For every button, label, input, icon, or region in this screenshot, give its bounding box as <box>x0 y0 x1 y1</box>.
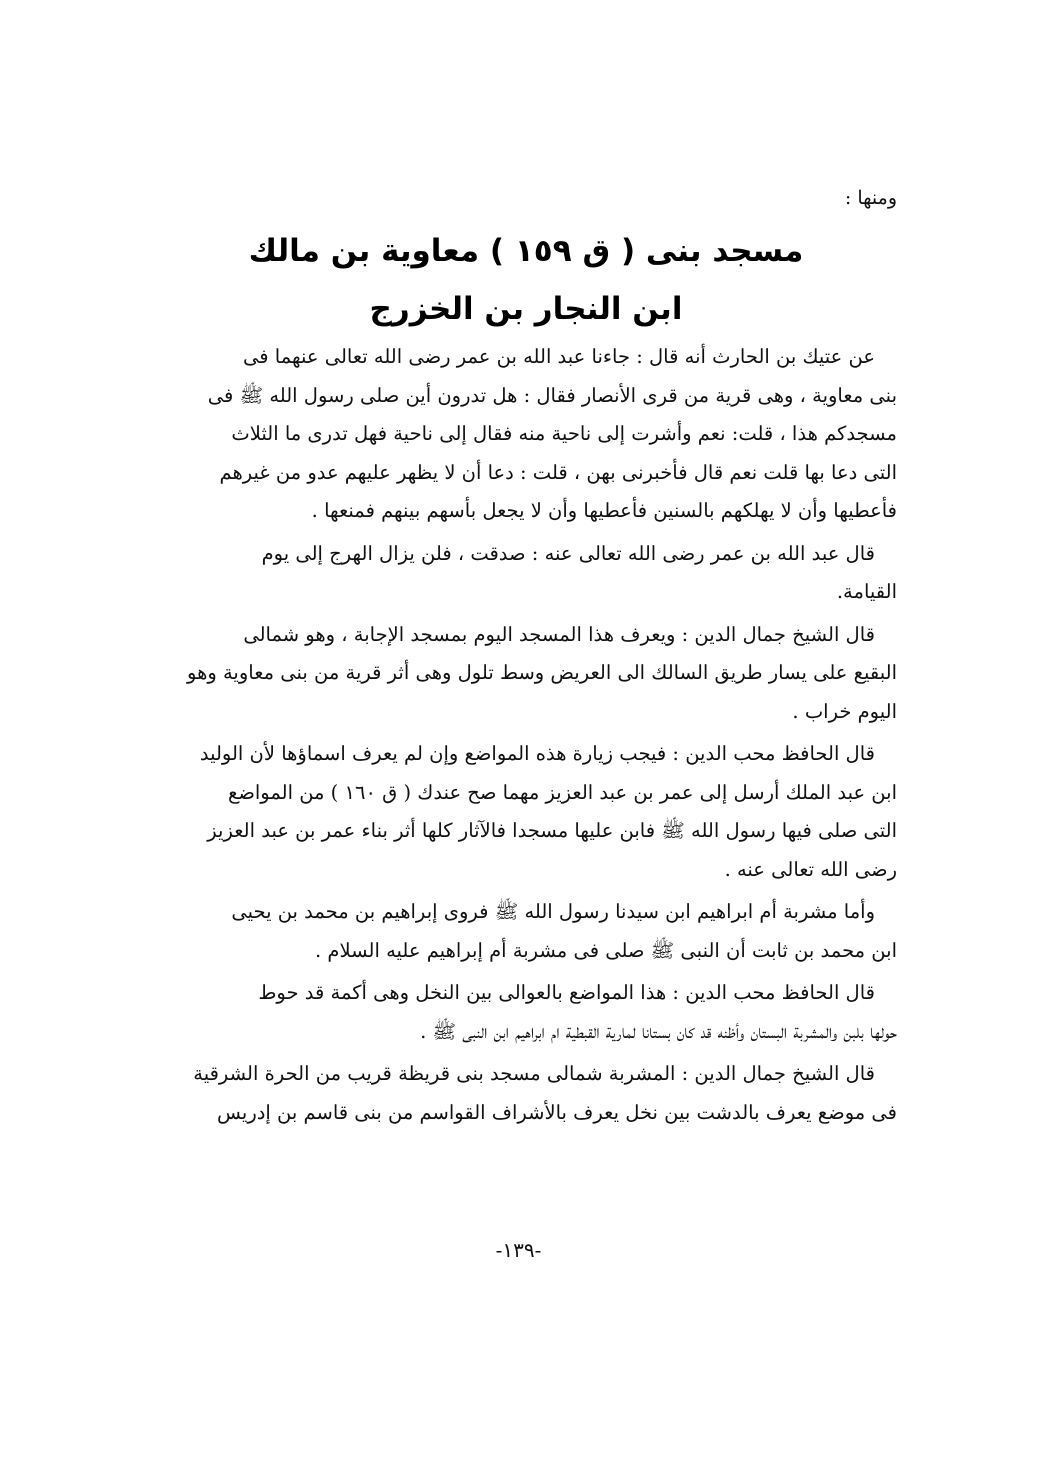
paragraph-line: وأما مشربة أم ابراهيم ابن سيدنا رسول الله ﷺ فروى إبراهيم بن محمد بن يحيى <box>231 900 875 923</box>
paragraph <box>155 735 897 889</box>
paragraph-line: حولها بلبن والمشربة البستان وأظنه قد كان بستانا لمارية القبطية ام ابراهيم ابن النبى ﷺ . <box>420 1019 897 1043</box>
body-paragraphs <box>155 338 897 1132</box>
chapter-heading-line-2: ابن النجار بن الخزرج <box>369 291 683 327</box>
paragraph <box>155 893 897 970</box>
paragraph <box>155 338 897 531</box>
paragraph-line: قال الحافظ محب الدين : هذا المواضع بالعوالى بين النخل وهى أكمة قد حوط <box>258 981 875 1004</box>
paragraph <box>155 616 897 732</box>
paragraph-line: اليوم خراب . <box>792 699 897 723</box>
paragraph-line: مسجدكم هذا ، قلت: نعم وأشرت إلى ناحية منه فقال إلى ناحية فهل تدرى ما الثلاث <box>231 422 897 445</box>
paragraph-line: قال عبد الله بن عمر رضى الله تعالى عنه : صدقت ، فلن يزال الهرج إلى يوم <box>261 541 875 565</box>
chapter-heading-line-1: مسجد بنى ( ق ١٥٩ ) معاوية بن مالك <box>248 233 804 269</box>
paragraph-line: ابن عبد الملك أرسل إلى عمر بن عبد العزيز مهما صح عندك ( ق ١٦٠ ) من المواضع <box>227 780 897 804</box>
paragraph-line: قال الحافظ محب الدين : فيجب زيارة هذه المواضع وإن لم يعرف اسماؤها لأن الوليد <box>199 742 875 765</box>
paragraph-line: التى دعا بها قلت نعم قال فأخبرنى بهن ، قلت : دعا أن لا يظهر عليهم عدو من غيرهم <box>219 460 897 484</box>
paragraph-line: قال الشيخ جمال الدين : ويعرف هذا المسجد اليوم بمسجد الإجابة ، وهو شمالى <box>243 622 875 646</box>
page-number: -١٣٩- <box>495 1238 542 1262</box>
text-block <box>155 178 897 1136</box>
paragraph-line: فأعطيها وأن لا يهلكهم بالسنين فأعطيها وأن لا يجعل بأسهم بينهم فمنعها . <box>311 499 897 522</box>
paragraph <box>155 535 897 612</box>
paragraph-line: بنى معاوية ، وهى قرية من قرى الأنصار فقال : هل تدرون أين صلى رسول الله ﷺ فى <box>207 383 897 407</box>
paragraph-line: قال الشيخ جمال الدين : المشربة شمالى مسجد بنى قريظة قريب من الحرة الشرقية <box>193 1062 875 1085</box>
paragraph-line: عن عتيك بن الحارث أنه قال : جاءنا عبد الله بن عمر رضى الله تعالى عنهما فى <box>243 345 875 368</box>
paragraph-line: البقيع على يسار طريق السالك الى العريض وسط تلول وهى أثر قرية من بنى معاوية وهو <box>187 661 897 684</box>
paragraph-line: رضى الله تعالى عنه . <box>724 857 897 881</box>
paragraph-line: ابن محمد بن ثابت أن النبى ﷺ صلى فى مشربة أم إبراهيم عليه السلام . <box>315 938 897 962</box>
paragraph-line: فى موضع يعرف بالدشت بين نخل يعرف بالأشراف القواسم من بنى قاسم بن إدريس <box>217 1100 897 1124</box>
paragraph-line: التى صلى فيها رسول الله ﷺ فابن عليها مسجدا فالآثار كلها أثر بناء عمر بن عبد العزيز <box>207 819 897 842</box>
paragraph <box>155 1055 897 1132</box>
intro-label: ومنها : <box>844 187 897 209</box>
paragraph-line: القيامة. <box>836 580 897 603</box>
paragraph <box>155 974 897 1051</box>
